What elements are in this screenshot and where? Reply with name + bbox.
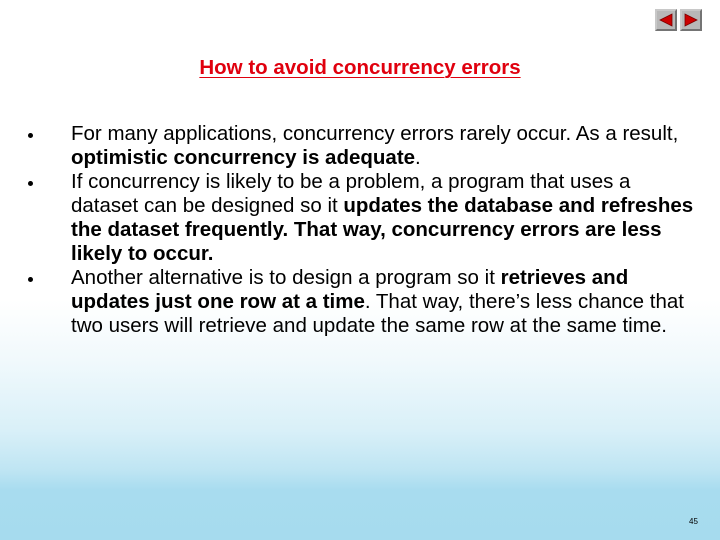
slide-navigation <box>655 9 702 31</box>
bullet-item <box>28 170 700 266</box>
previous-slide-button[interactable] <box>655 9 677 31</box>
bullet-dot-icon <box>28 277 33 282</box>
bullet-text-bold: retrieves and updates just one row at a time <box>71 266 629 313</box>
triangle-left-icon <box>659 13 673 27</box>
bullet-text-part: Another alternative is to design a program so it <box>71 266 501 289</box>
page-number: 45 <box>689 517 698 526</box>
bullet-dot-icon <box>28 133 33 138</box>
bullet-text-bold: updates the database and refreshes the dataset frequently. That way, concurrency errors are less likely to occur. <box>71 194 694 265</box>
next-slide-button[interactable] <box>680 9 702 31</box>
bullet-list <box>28 122 700 338</box>
bullet-item <box>28 266 700 338</box>
bullet-text-bold: optimistic concurrency is adequate <box>71 146 416 169</box>
bullet-text-part: For many applications, concurrency errors rarely occur. As a result, <box>71 122 679 145</box>
triangle-right-icon <box>684 13 698 27</box>
slide-title: How to avoid concurrency errors <box>199 56 521 79</box>
bullet-text-part: If concurrency is likely to be a problem, a program that uses a dataset can be designed so it <box>71 170 631 217</box>
bullet-item <box>28 122 700 170</box>
bullet-text-part: . That way, there’s less chance that two users will retrieve and update the same row at the same time. <box>71 290 684 337</box>
bullet-dot-icon <box>28 181 33 186</box>
bullet-text-part: . <box>415 146 421 169</box>
